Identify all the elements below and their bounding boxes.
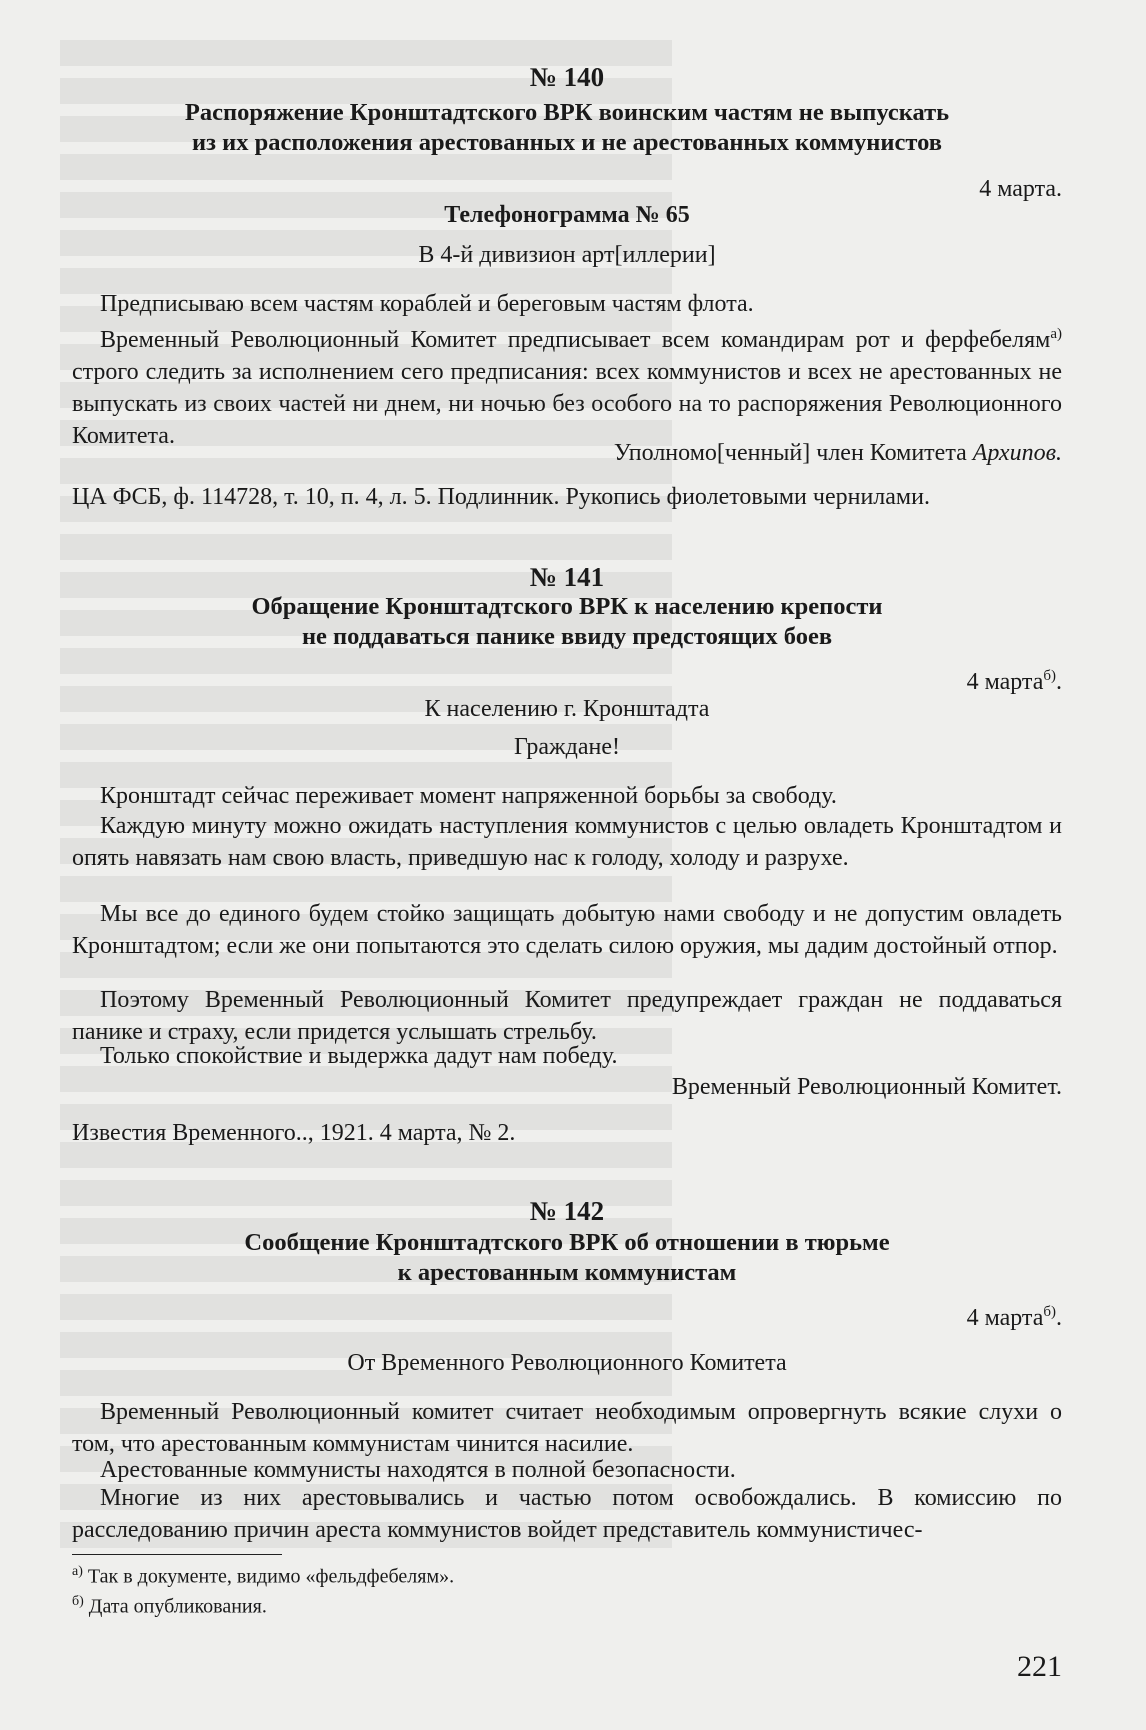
doc141-signature: Временный Революционный Комитет. (671, 1074, 1062, 1100)
doc141-date: 4 марта$^{б)}$. (966, 668, 1062, 695)
doc141-title-line2: не поддаваться панике ввиду предстоящих боев (301, 623, 833, 650)
doc141-para3: Мы все до единого будем стойко защищать добытую нами свободу и не допустим овладеть Кронштадтом; если же они попытаются это сделать силою оружия, мы дадим достойный отпор. (72, 901, 1062, 959)
doc141-para4: Поэтому Временный Революционный Комитет предупреждает граждан не поддаваться панике и страху, если придется услышать стрельбу. (72, 987, 1062, 1045)
footnote-ref-a: а) (1050, 326, 1062, 342)
doc140-addressee: В 4-й дивизион арт[иллерии] (418, 242, 716, 268)
page-number: 221 (1017, 1650, 1062, 1683)
doc140-kind: Телефонограмма № 65 (444, 202, 690, 228)
doc142-title-line2: к арестованным коммунистам (397, 1259, 737, 1286)
doc141-number: № 141 (529, 562, 605, 592)
doc142-para1: Временный Революционный комитет считает необходимым опровергнуть всякие слухи о том, что арестованным коммунистам чинится насилие. (72, 1399, 1062, 1457)
doc141-title-line1: Обращение Кронштадтского ВРК к населению крепости (251, 593, 883, 620)
doc140-title-line1: Распоряжение Кронштадтского ВРК воинским частям не выпускать (184, 99, 950, 126)
doc142-from: От Временного Революционного Комитета (347, 1350, 787, 1376)
footnote-a: $^{а)}$ Так в документе, видимо «фельдфебелям». (72, 1564, 455, 1588)
doc142-para3: Многие из них арестовывались и частью потом освобождались. В комиссию по расследованию причин ареста коммунистов войдет представитель коммунистичес- (72, 1485, 1062, 1543)
doc140-signature: Уполномо[ченный] член Комитета Архипов. (613, 440, 1062, 466)
doc140-signer-name: Архипов. (972, 440, 1062, 466)
doc141-greeting: Граждане! (514, 734, 620, 760)
doc142-number: № 142 (529, 1196, 605, 1226)
doc140-number: № 140 (529, 62, 605, 92)
doc140-para1: Предписываю всем частям кораблей и береговым частям флота. (100, 291, 754, 317)
doc141-addressee: К населению г. Кронштадта (424, 696, 710, 722)
doc140-date: 4 марта. (979, 176, 1062, 202)
doc142-title-line1: Сообщение Кронштадтского ВРК об отношении в тюрьме (244, 1229, 890, 1256)
doc140-title-line2: из их расположения арестованных и не арестованных коммунистов (192, 129, 942, 156)
doc141-para2: Каждую минуту можно ожидать наступления коммунистов с целью овладеть Кронштадтом и опять навязать нам свою власть, приведшую нас к голоду, холоду и разрухе. (72, 813, 1062, 871)
doc140-para2: Временный Революционный Комитет предписывает всем командирам рот и ферфебелям$^{а)}$ строго следить за исполнением сего предписания: всех коммунистов и всех не арестованных не выпускать из своих частей ни днем, ни ночью без особого на то распоряжения Революционного Комитета. (72, 326, 1062, 449)
doc142-date: 4 марта$^{б)}$. (966, 1304, 1062, 1331)
footnote-b: $^{б)}$ Дата опубликования. (72, 1594, 267, 1618)
doc141-para1: Кронштадт сейчас переживает момент напряженной борьбы за свободу. (100, 783, 837, 809)
doc140-source: ЦА ФСБ, ф. 114728, т. 10, п. 4, л. 5. Подлинник. Рукопись фиолетовыми чернилами. (72, 484, 930, 510)
doc142-para2: Арестованные коммунисты находятся в полной безопасности. (100, 1457, 736, 1483)
doc141-source: Известия Временного.., 1921. 4 марта, № 2. (72, 1120, 516, 1146)
doc141-para5: Только спокойствие и выдержка дадут нам победу. (100, 1043, 618, 1069)
footnote-divider (72, 1554, 282, 1555)
